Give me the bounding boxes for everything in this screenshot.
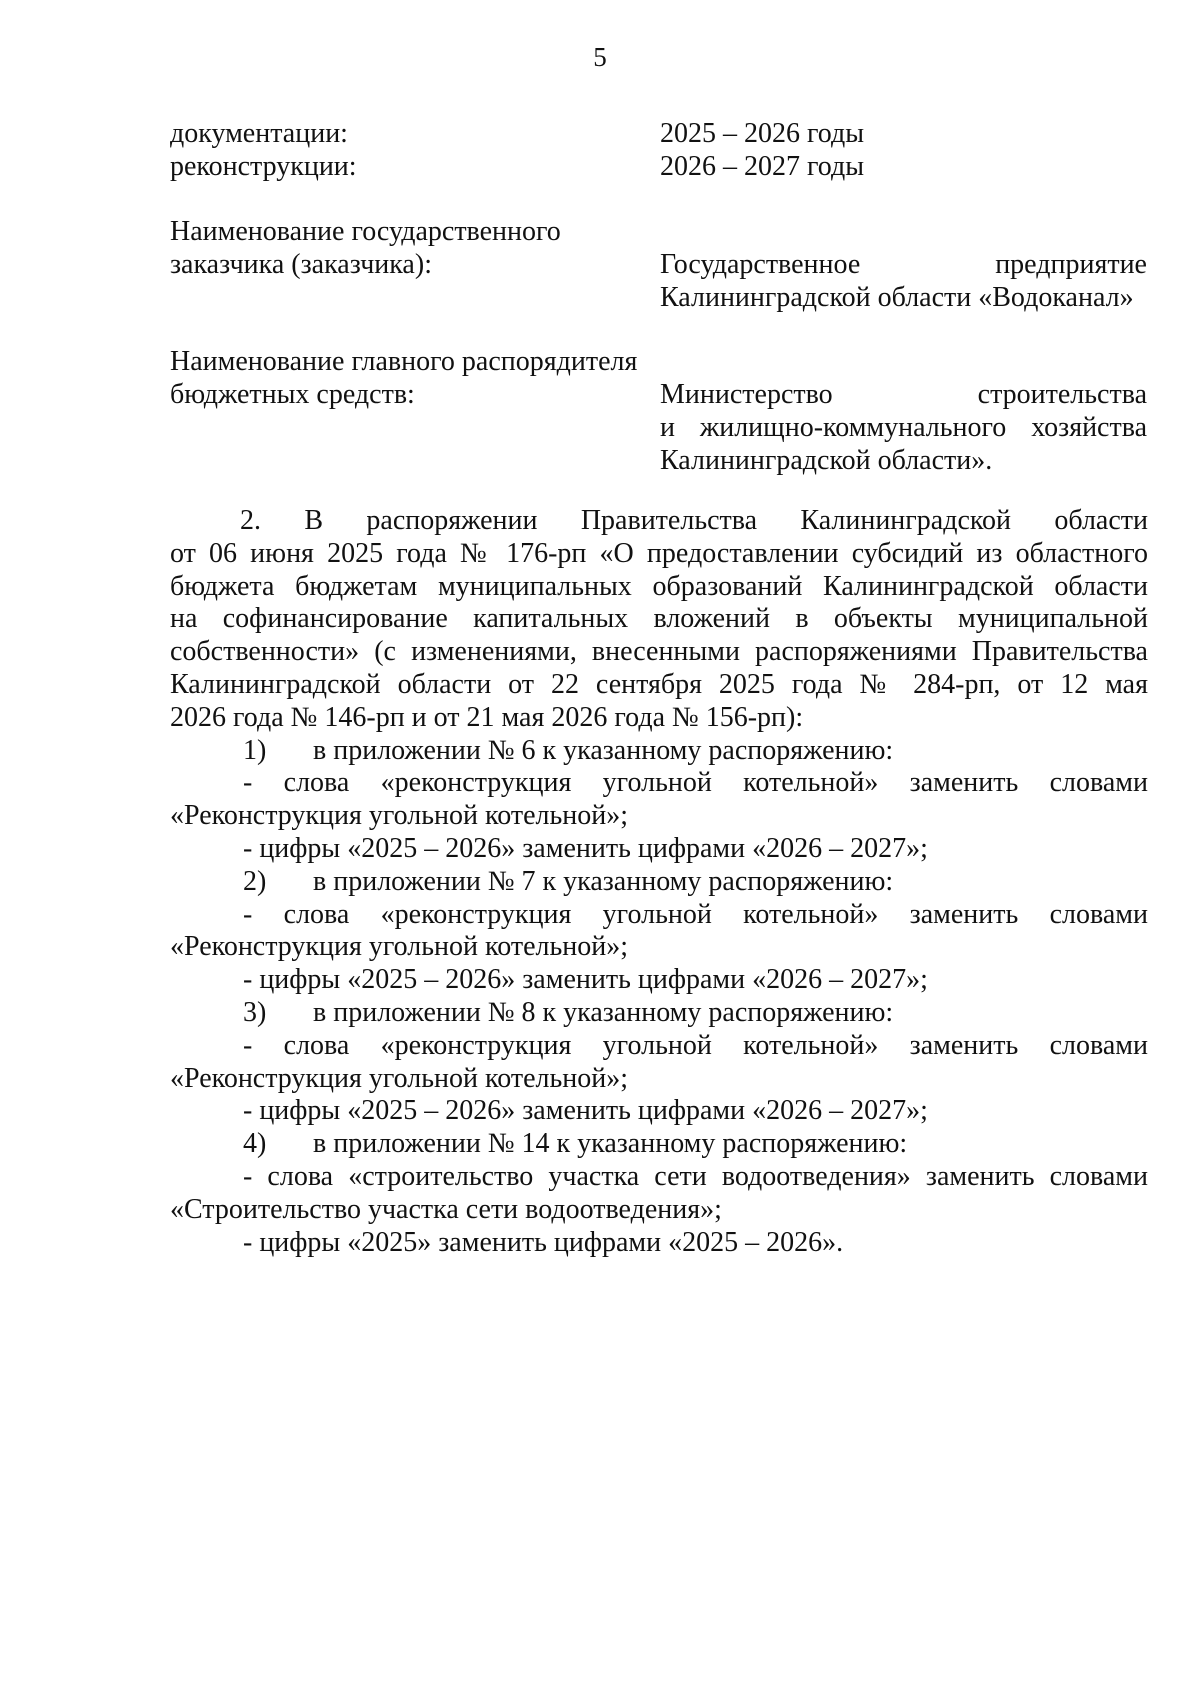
list-item-words-line2: «Строительство участка сети водоотведения»; xyxy=(170,1193,722,1225)
list-item-number: 3) xyxy=(243,996,267,1028)
list-item-words-line2: «Реконструкция угольной котельной»; xyxy=(170,800,628,832)
list-item-title: в приложении № 8 к указанному распоряжению: xyxy=(313,996,894,1028)
budget-manager-value-line1: Министерство строительства xyxy=(660,379,1147,410)
section-2-line: на софинансирование капитальных вложений в объекты муниципальной xyxy=(170,603,1148,635)
list-item-4-title xyxy=(170,1128,1148,1161)
list-item-number: 1) xyxy=(243,734,267,766)
customer-label-line1: Наименование государственного xyxy=(170,216,561,247)
section-2-line: бюджета бюджетам муниципальных образований Калининградской области xyxy=(170,570,1148,602)
deadline-label-documentation: документации: xyxy=(170,118,348,149)
budget-manager-value-line2: и жилищно-коммунального хозяйства xyxy=(660,412,1147,443)
list-item-words-line1: - слова «реконструкция угольной котельной» заменить словами xyxy=(243,767,1148,799)
list-item-words-line1: - слова «реконструкция угольной котельной» заменить словами xyxy=(243,1029,1148,1061)
customer-value-line1: Государственное предприятие xyxy=(660,249,1147,280)
list-item-number: 4) xyxy=(243,1128,267,1160)
list-item-digits: - цифры «2025» заменить цифрами «2025 – 2026». xyxy=(243,1226,844,1258)
list-item-number: 2) xyxy=(243,865,267,897)
section-2-line: 2026 года № 146-рп и от 21 мая 2026 года № 156-рп): xyxy=(170,701,804,733)
budget-manager-label-line2: бюджетных средств: xyxy=(170,379,415,410)
budget-manager-value xyxy=(660,378,1147,477)
customer-value xyxy=(660,248,1147,314)
section-2-line: от 06 июня 2025 года № 176-рп «О предоставлении субсидий из областного xyxy=(170,537,1148,569)
list-item-words-line2: «Реконструкция угольной котельной»; xyxy=(170,1062,628,1094)
list-item-words-line1: - слова «строительство участка сети водоотведения» заменить словами xyxy=(243,1160,1148,1192)
list-item-3-title xyxy=(170,997,1148,1030)
page-number: 5 xyxy=(593,42,607,72)
budget-manager-label-line1: Наименование главного распорядителя xyxy=(170,346,638,377)
list-item-digits: - цифры «2025 – 2026» заменить цифрами «2026 – 2027»; xyxy=(243,832,928,864)
section-2-line: 2. В распоряжении Правительства Калининградской области xyxy=(240,505,1148,536)
list-item-words-line2: «Реконструкция угольной котельной»; xyxy=(170,931,628,963)
customer-value-line2: Калининградской области «Водоканал» xyxy=(660,282,1134,313)
section-2-line: Калининградской области от 22 сентября 2025 года № 284-рп, от 12 мая xyxy=(170,668,1148,700)
list-item-title: в приложении № 7 к указанному распоряжению: xyxy=(313,865,894,897)
section-2 xyxy=(170,505,1148,1259)
deadline-label-reconstruction: реконструкции: xyxy=(170,151,357,182)
list-item-2-title xyxy=(170,866,1148,899)
list-item-words-line1: - слова «реконструкция угольной котельной» заменить словами xyxy=(243,898,1148,930)
list-item-1-title xyxy=(170,735,1148,768)
deadline-value-documentation: 2025 – 2026 годы xyxy=(660,118,865,149)
list-item-digits: - цифры «2025 – 2026» заменить цифрами «2026 – 2027»; xyxy=(243,1095,928,1127)
customer-label-line2: заказчика (заказчика): xyxy=(170,249,432,280)
list-item-digits: - цифры «2025 – 2026» заменить цифрами «2026 – 2027»; xyxy=(243,964,928,996)
deadline-value-reconstruction: 2026 – 2027 годы xyxy=(660,151,865,182)
section-2-line: собственности» (с изменениями, внесенными распоряжениями Правительства xyxy=(170,636,1148,668)
budget-manager-value-line3: Калининградской области». xyxy=(660,445,993,476)
list-item-title: в приложении № 6 к указанному распоряжению: xyxy=(313,734,894,766)
list-item-title: в приложении № 14 к указанному распоряжению: xyxy=(313,1128,908,1160)
